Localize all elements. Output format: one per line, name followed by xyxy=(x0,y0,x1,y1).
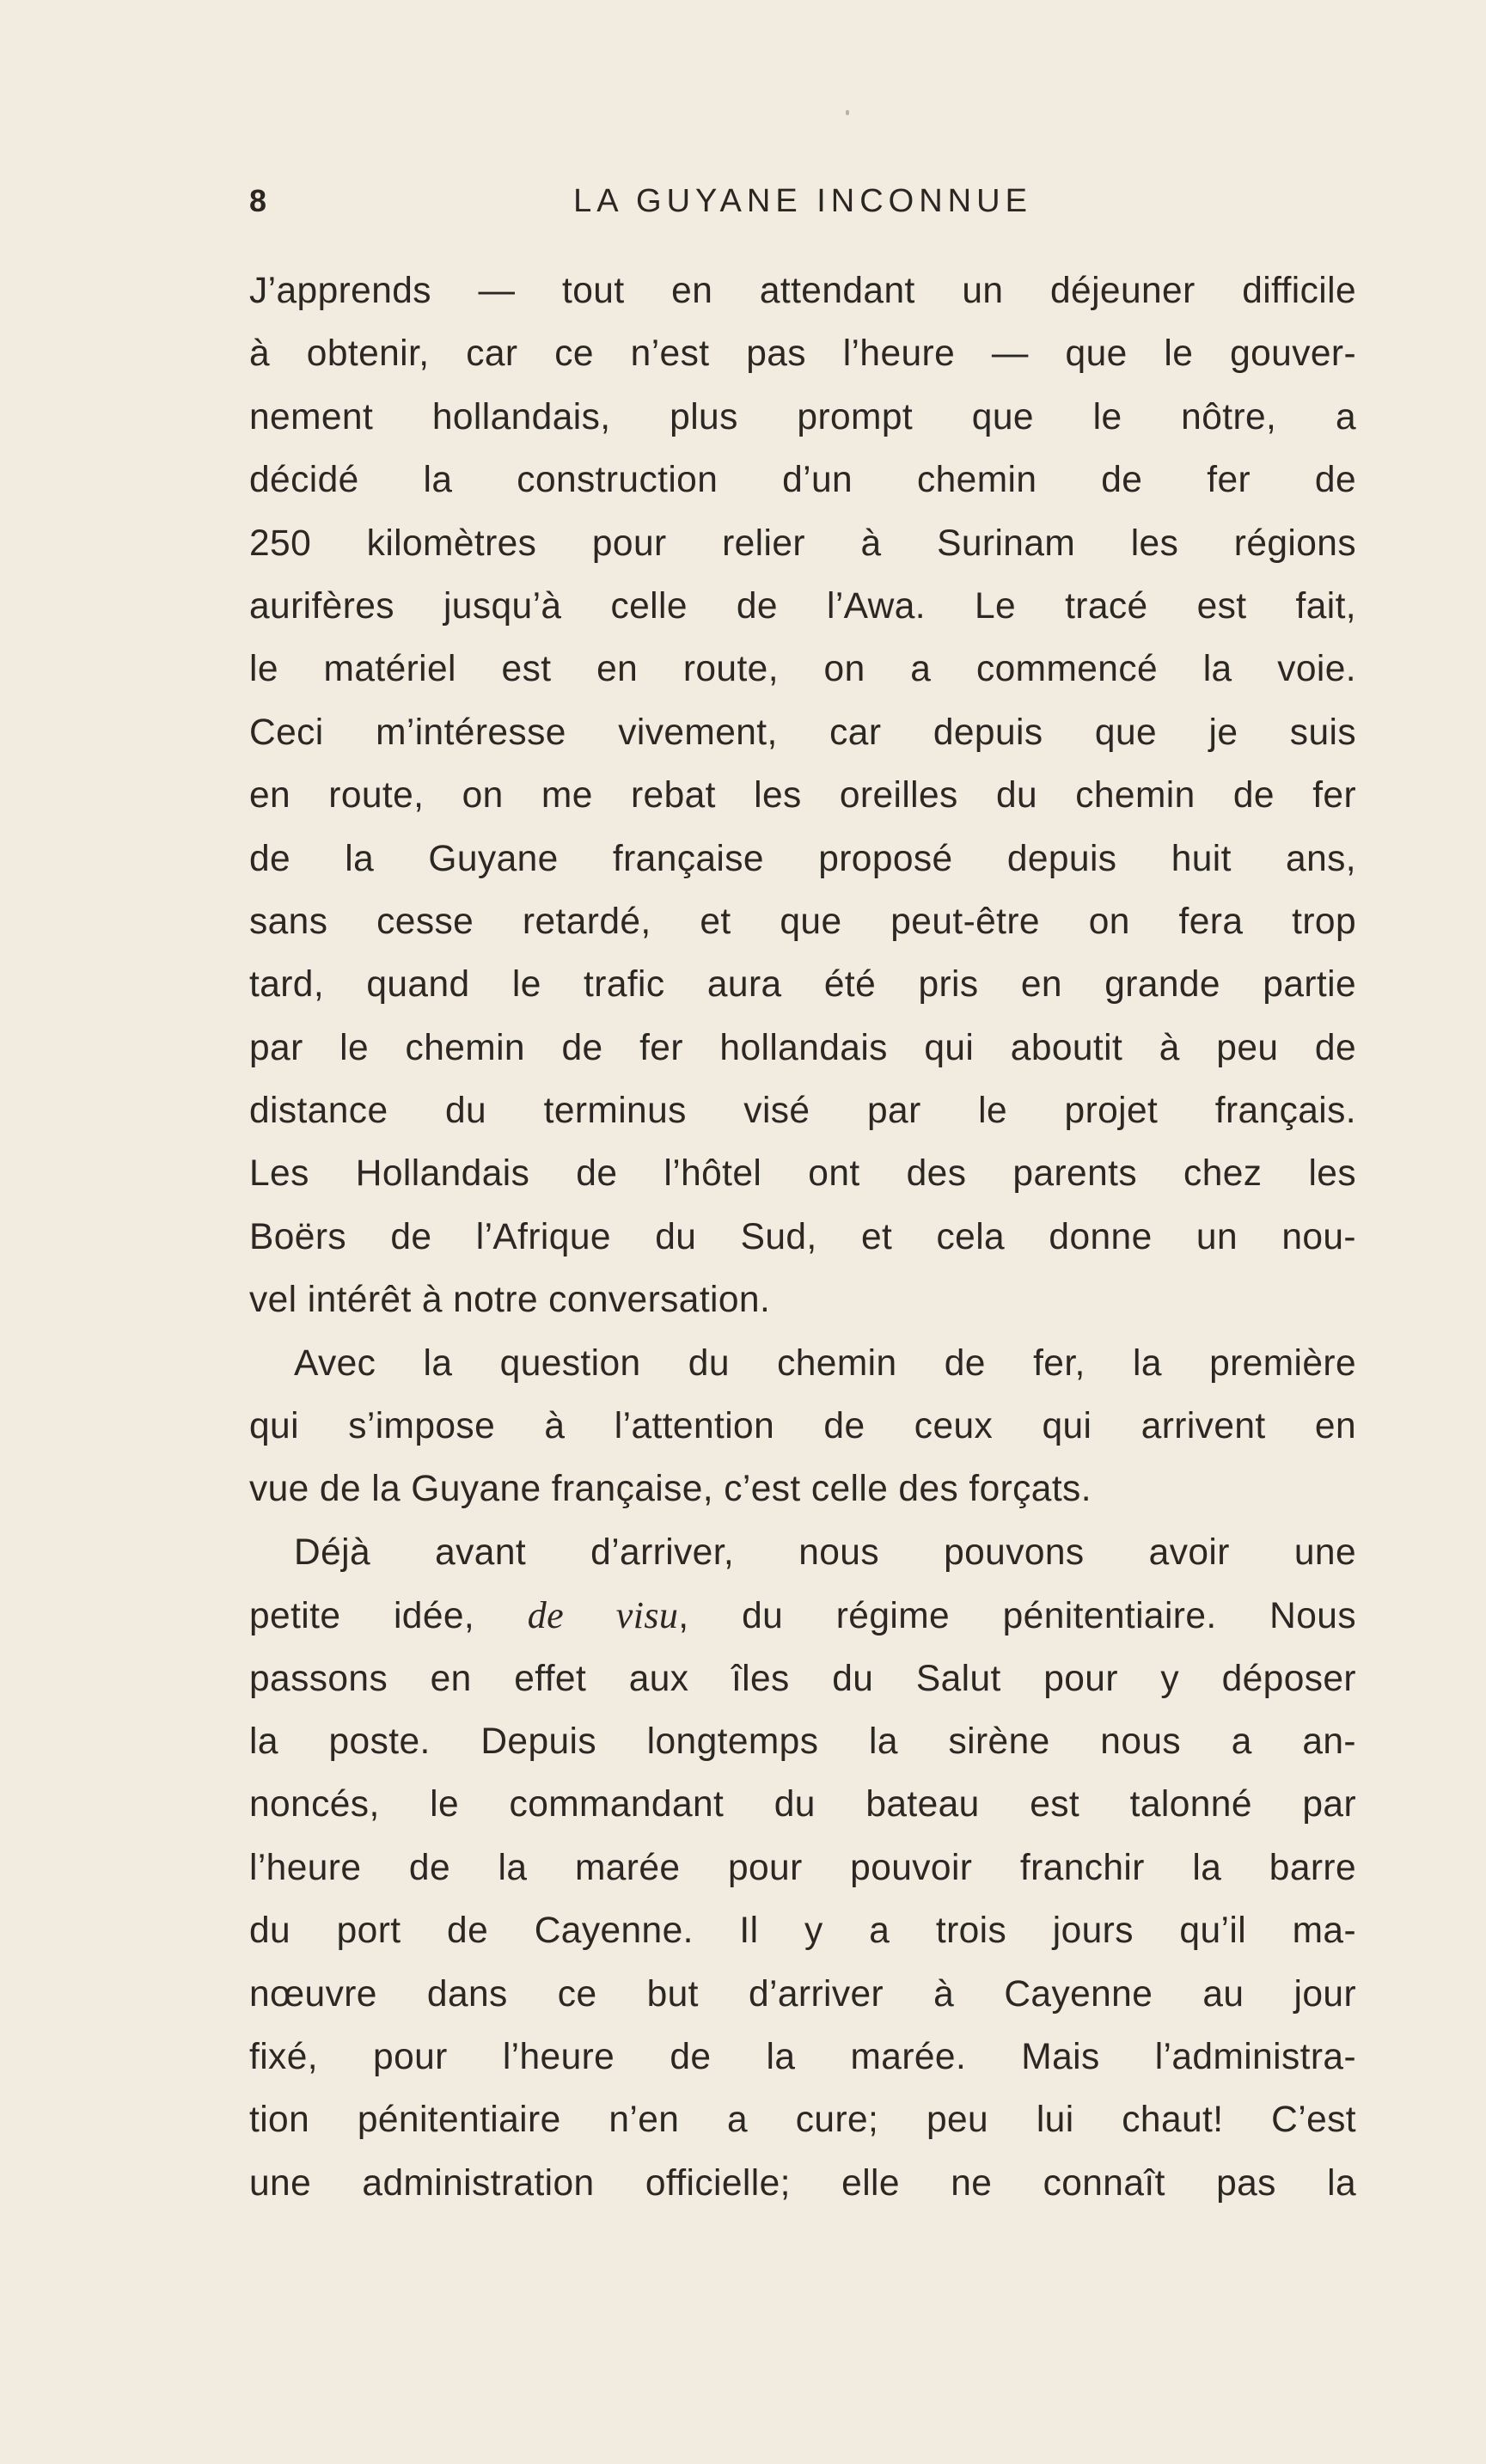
text-line: à obtenir, car ce n’est pas l’heure — que le gouver- xyxy=(249,333,1356,375)
text-line: nœuvre dans ce but d’arriver à Cayenne au jour xyxy=(249,1973,1356,2015)
text-line: J’apprends — tout en attendant un déjeuner difficile xyxy=(249,271,1356,311)
text-line: la poste. Depuis longtemps la sirène nous a an- xyxy=(249,1721,1356,1762)
page-header xyxy=(249,179,1356,223)
text-line: Les Hollandais de l’hôtel ont des parents chez les xyxy=(249,1153,1356,1195)
paragraph-start-line: Avec la question du chemin de fer, la première xyxy=(294,1342,1356,1384)
paragraph-start-line: Déjà avant d’arriver, nous pouvons avoir une xyxy=(294,1532,1356,1573)
text-line: aurifères jusqu’à celle de l’Awa. Le tracé est fait, xyxy=(249,585,1356,627)
paper-speck xyxy=(846,110,849,115)
body-text xyxy=(249,260,1356,2215)
text-segment: , du régime pénitentiaire. Nous xyxy=(678,1596,1356,1637)
text-line-with-italic xyxy=(249,1584,1356,1647)
text-line: sans cesse retardé, et que peut-être on fera trop xyxy=(249,901,1356,942)
text-line: Boërs de l’Afrique du Sud, et cela donne un nou- xyxy=(249,1216,1356,1257)
page-number: 8 xyxy=(249,183,267,218)
text-line: en route, on me rebat les oreilles du chemin de fer xyxy=(249,775,1356,816)
italic-phrase: de visu xyxy=(527,1594,679,1637)
text-line: passons en effet aux îles du Salut pour y déposer xyxy=(249,1658,1356,1699)
text-line: distance du terminus visé par le projet français. xyxy=(249,1091,1356,1132)
running-title: LA GUYANE INCONNUE xyxy=(573,183,1032,219)
text-line: nement hollandais, plus prompt que le nôtre, a xyxy=(249,396,1356,437)
paragraph-end-line: vue de la Guyane française, c’est celle des forçats. xyxy=(249,1469,1092,1510)
text-line: tion pénitentiaire n’en a cure; peu lui chaut! C’est xyxy=(249,2100,1356,2141)
text-line: du port de Cayenne. Il y a trois jours qu’il ma- xyxy=(249,1911,1356,1952)
text-line: 250 kilomètres pour relier à Surinam les régions xyxy=(249,523,1356,564)
text-line: décidé la construction d’un chemin de fer de xyxy=(249,460,1356,501)
text-line: qui s’impose à l’attention de ceux qui arrivent en xyxy=(249,1406,1356,1447)
text-segment: petite idée, xyxy=(249,1596,528,1637)
text-line: de la Guyane française proposé depuis huit ans, xyxy=(249,838,1356,879)
text-line: noncés, le commandant du bateau est talonné par xyxy=(249,1784,1356,1825)
text-line: l’heure de la marée pour pouvoir franchir la barre xyxy=(249,1847,1356,1888)
text-line: le matériel est en route, on a commencé la voie. xyxy=(249,649,1356,690)
text-line: tard, quand le trafic aura été pris en grande partie xyxy=(249,964,1356,1006)
text-line: par le chemin de fer hollandais qui aboutit à peu de xyxy=(249,1027,1356,1068)
text-line: Ceci m’intéresse vivement, car depuis que je suis xyxy=(249,712,1356,753)
paragraph-end-line: vel intérêt à notre conversation. xyxy=(249,1280,771,1321)
text-line: une administration officielle; elle ne connaît pas la xyxy=(249,2162,1356,2204)
text-line: fixé, pour l’heure de la marée. Mais l’administra- xyxy=(249,2036,1356,2077)
